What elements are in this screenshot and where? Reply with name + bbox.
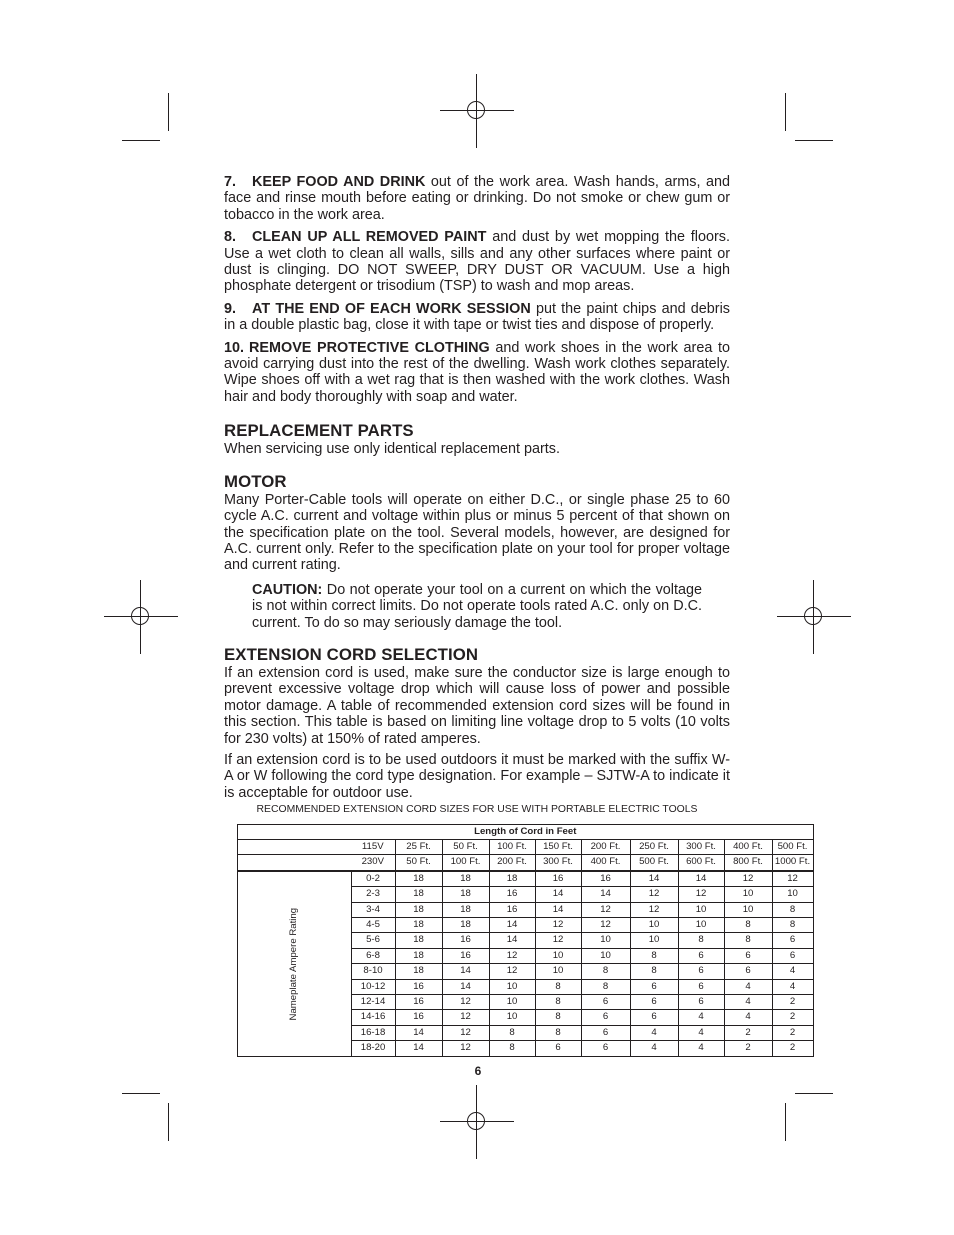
extension-para-2: If an extension cord is to be used outdoors it must be marked with the suffix W-A or W following the cord type designation. For example – SJTW-A to indicate it is acceptable for outdoor use. xyxy=(224,751,730,801)
gauge-cell: 8 xyxy=(535,1025,581,1040)
gauge-cell: 6 xyxy=(678,964,724,979)
gauge-cell: 10 xyxy=(581,933,630,948)
length-cell: 50 Ft. xyxy=(395,855,442,871)
crop-mark xyxy=(122,1093,160,1094)
gauge-cell: 10 xyxy=(535,964,581,979)
gauge-cell: 12 xyxy=(630,902,678,917)
gauge-cell: 6 xyxy=(581,1010,630,1025)
gauge-cell: 18 xyxy=(395,933,442,948)
gauge-cell: 8 xyxy=(772,902,813,917)
gauge-cell: 12 xyxy=(772,871,813,887)
gauge-cell: 8 xyxy=(724,918,772,933)
gauge-cell: 14 xyxy=(442,979,489,994)
replacement-text: When servicing use only identical replacement parts. xyxy=(224,441,560,458)
length-cell: 600 Ft. xyxy=(678,855,724,871)
gauge-cell: 6 xyxy=(724,948,772,963)
gauge-cell: 8 xyxy=(772,918,813,933)
gauge-cell: 18 xyxy=(489,871,535,887)
gauge-cell: 8 xyxy=(535,995,581,1010)
gauge-cell: 6 xyxy=(678,948,724,963)
gauge-cell: 10 xyxy=(724,902,772,917)
registration-mark xyxy=(440,74,514,148)
gauge-cell: 18 xyxy=(395,948,442,963)
gauge-cell: 14 xyxy=(535,902,581,917)
gauge-cell: 18 xyxy=(442,918,489,933)
page-content xyxy=(224,174,730,801)
gauge-cell: 14 xyxy=(395,1041,442,1056)
gauge-cell: 4 xyxy=(772,964,813,979)
gauge-cell: 6 xyxy=(772,933,813,948)
gauge-cell: 2 xyxy=(772,1010,813,1025)
gauge-cell: 6 xyxy=(630,995,678,1010)
gauge-cell: 10 xyxy=(581,948,630,963)
gauge-cell: 14 xyxy=(395,1025,442,1040)
caution-note: CAUTION: Do not operate your tool on a current on which the voltage is not within correct limits. Do not operate tools rated A.C. only on D.C. current. To do so may seriously damage the tool. xyxy=(252,581,702,631)
crop-mark xyxy=(785,1103,786,1141)
ampere-range-cell: 16-18 xyxy=(351,1025,395,1040)
gauge-cell: 10 xyxy=(678,918,724,933)
length-cell: 250 Ft. xyxy=(630,840,678,855)
gauge-cell: 12 xyxy=(581,918,630,933)
gauge-cell: 10 xyxy=(772,887,813,902)
gauge-cell: 6 xyxy=(581,1041,630,1056)
gauge-cell: 6 xyxy=(724,964,772,979)
gauge-cell: 4 xyxy=(678,1041,724,1056)
page-number: 6 xyxy=(474,1064,482,1078)
gauge-cell: 10 xyxy=(630,918,678,933)
gauge-cell: 12 xyxy=(489,948,535,963)
gauge-cell: 16 xyxy=(442,948,489,963)
ampere-range-cell: 0-2 xyxy=(351,871,395,887)
gauge-cell: 6 xyxy=(678,979,724,994)
table-title: Length of Cord in Feet xyxy=(238,825,814,840)
gauge-cell: 4 xyxy=(630,1041,678,1056)
table-corner xyxy=(238,855,352,871)
ampere-range-cell: 3-4 xyxy=(351,902,395,917)
item-7: 7. KEEP FOOD AND DRINK out of the work area. Wash hands, arms, and face and rinse mouth before eating or drinking. Do not smoke or chew gum or tobacco in the work area. xyxy=(224,174,731,223)
gauge-cell: 16 xyxy=(535,871,581,887)
ampere-range-cell: 4-5 xyxy=(351,918,395,933)
gauge-cell: 10 xyxy=(489,995,535,1010)
length-cell: 500 Ft. xyxy=(772,840,813,855)
voltage-label: 230V xyxy=(351,855,395,871)
gauge-cell: 16 xyxy=(489,887,535,902)
motor-heading: MOTOR xyxy=(224,471,287,491)
gauge-cell: 12 xyxy=(630,887,678,902)
gauge-cell: 14 xyxy=(489,933,535,948)
gauge-cell: 10 xyxy=(535,948,581,963)
gauge-cell: 8 xyxy=(581,964,630,979)
gauge-cell: 4 xyxy=(772,979,813,994)
gauge-cell: 4 xyxy=(724,1010,772,1025)
gauge-cell: 10 xyxy=(724,887,772,902)
crop-mark xyxy=(122,140,160,141)
gauge-cell: 18 xyxy=(395,887,442,902)
gauge-cell: 8 xyxy=(630,948,678,963)
gauge-cell: 12 xyxy=(678,887,724,902)
side-label xyxy=(238,871,352,1056)
length-cell: 25 Ft. xyxy=(395,840,442,855)
registration-mark xyxy=(104,580,178,654)
gauge-cell: 18 xyxy=(442,887,489,902)
crop-mark xyxy=(168,93,169,131)
gauge-cell: 10 xyxy=(489,1010,535,1025)
gauge-cell: 16 xyxy=(395,1010,442,1025)
gauge-cell: 6 xyxy=(581,1025,630,1040)
gauge-cell: 12 xyxy=(442,995,489,1010)
gauge-cell: 18 xyxy=(442,902,489,917)
gauge-cell: 6 xyxy=(678,995,724,1010)
gauge-cell: 18 xyxy=(395,871,442,887)
length-cell: 300 Ft. xyxy=(535,855,581,871)
gauge-cell: 6 xyxy=(772,948,813,963)
length-cell: 150 Ft. xyxy=(535,840,581,855)
gauge-cell: 6 xyxy=(630,1010,678,1025)
gauge-cell: 14 xyxy=(678,871,724,887)
length-cell: 500 Ft. xyxy=(630,855,678,871)
table-caption: RECOMMENDED EXTENSION CORD SIZES FOR USE WITH PORTABLE ELECTRIC TOOLS xyxy=(256,804,698,815)
gauge-cell: 6 xyxy=(535,1041,581,1056)
gauge-cell: 14 xyxy=(535,887,581,902)
gauge-cell: 4 xyxy=(678,1010,724,1025)
gauge-cell: 4 xyxy=(678,1025,724,1040)
extension-heading: EXTENSION CORD SELECTION xyxy=(224,644,479,664)
gauge-cell: 12 xyxy=(442,1041,489,1056)
ampere-range-cell: 18-20 xyxy=(351,1041,395,1056)
voltage-row-115 xyxy=(238,840,814,855)
length-cell: 1000 Ft. xyxy=(772,855,813,871)
gauge-cell: 8 xyxy=(630,964,678,979)
gauge-cell: 2 xyxy=(772,995,813,1010)
gauge-cell: 18 xyxy=(395,918,442,933)
gauge-cell: 6 xyxy=(581,995,630,1010)
gauge-cell: 14 xyxy=(581,887,630,902)
gauge-cell: 12 xyxy=(535,918,581,933)
gauge-cell: 16 xyxy=(442,933,489,948)
gauge-cell: 16 xyxy=(489,902,535,917)
length-cell: 50 Ft. xyxy=(442,840,489,855)
gauge-cell: 14 xyxy=(489,918,535,933)
item-8: 8. CLEAN UP ALL REMOVED PAINT and dust by wet mopping the floors. Use a wet cloth to clean all walls, sills and any other surfaces where paint or dust is clinging. DO NOT SWEEP, DRY DUST OR VACUUM. Use a high phosphate detergent or trisodium (TSP) to wash and mop areas. xyxy=(224,229,730,295)
gauge-cell: 12 xyxy=(535,933,581,948)
gauge-cell: 12 xyxy=(724,871,772,887)
gauge-cell: 12 xyxy=(489,964,535,979)
gauge-cell: 8 xyxy=(489,1041,535,1056)
crop-mark xyxy=(795,140,833,141)
table-corner xyxy=(238,840,352,855)
gauge-cell: 8 xyxy=(535,1010,581,1025)
gauge-cell: 4 xyxy=(724,979,772,994)
gauge-cell: 8 xyxy=(581,979,630,994)
extension-cord-table xyxy=(237,824,814,1057)
item-9: 9. AT THE END OF EACH WORK SESSION put the paint chips and debris in a double plastic bag, close it with tape or twist ties and dispose of properly. xyxy=(224,300,730,334)
ampere-range-cell: 6-8 xyxy=(351,948,395,963)
gauge-cell: 12 xyxy=(442,1025,489,1040)
ampere-range-cell: 12-14 xyxy=(351,995,395,1010)
gauge-cell: 18 xyxy=(395,902,442,917)
ampere-range-cell: 5-6 xyxy=(351,933,395,948)
crop-mark xyxy=(795,1093,833,1094)
length-cell: 100 Ft. xyxy=(489,840,535,855)
ampere-range-cell: 10-12 xyxy=(351,979,395,994)
voltage-row-230 xyxy=(238,855,814,871)
gauge-cell: 18 xyxy=(395,964,442,979)
gauge-cell: 16 xyxy=(395,995,442,1010)
registration-mark xyxy=(777,580,851,654)
extension-para-1: If an extension cord is used, make sure the conductor size is large enough to prevent excessive voltage drop which will cause loss of power and possible motor damage. A table of recommended extension cord sizes will be found in this section. This table is based on limiting line voltage drop to 5 volts (10 volts for 230 volts) at 150% of rated amperes. xyxy=(224,664,730,747)
gauge-cell: 16 xyxy=(581,871,630,887)
registration-mark xyxy=(440,1085,514,1159)
length-cell: 400 Ft. xyxy=(581,855,630,871)
gauge-cell: 10 xyxy=(678,902,724,917)
gauge-cell: 14 xyxy=(630,871,678,887)
gauge-cell: 8 xyxy=(678,933,724,948)
gauge-cell: 12 xyxy=(442,1010,489,1025)
gauge-cell: 6 xyxy=(630,979,678,994)
gauge-cell: 10 xyxy=(489,979,535,994)
crop-mark xyxy=(785,93,786,131)
ampere-range-cell: 2-3 xyxy=(351,887,395,902)
gauge-cell: 2 xyxy=(772,1025,813,1040)
side-label-text: Nameplate Ampere Rating xyxy=(288,907,300,1021)
length-cell: 200 Ft. xyxy=(489,855,535,871)
length-cell: 800 Ft. xyxy=(724,855,772,871)
gauge-cell: 2 xyxy=(772,1041,813,1056)
gauge-cell: 2 xyxy=(724,1025,772,1040)
gauge-cell: 12 xyxy=(581,902,630,917)
gauge-cell: 8 xyxy=(489,1025,535,1040)
gauge-cell: 4 xyxy=(630,1025,678,1040)
length-cell: 200 Ft. xyxy=(581,840,630,855)
gauge-cell: 2 xyxy=(724,1041,772,1056)
gauge-cell: 10 xyxy=(630,933,678,948)
gauge-cell: 8 xyxy=(724,933,772,948)
table-row xyxy=(238,871,814,887)
item-10: 10. REMOVE PROTECTIVE CLOTHING and work shoes in the work area to avoid carrying dust into the rest of the dwelling. Wash work clothes separately. Wipe shoes off with a wet rag that is then washed with the work clothes. Wash hair and body thoroughly with soap and water. xyxy=(224,339,730,405)
ampere-range-cell: 8-10 xyxy=(351,964,395,979)
motor-text: Many Porter-Cable tools will operate on either D.C., or single phase 25 to 60 cycle A.C. current and voltage within plus or minus 5 percent of that shown on the specification plate on the tool. Several models, however, are designed for A.C. current only. Refer to the specification plate on your tool for proper voltage and current rating. xyxy=(224,491,730,574)
length-cell: 300 Ft. xyxy=(678,840,724,855)
gauge-cell: 16 xyxy=(395,979,442,994)
gauge-cell: 4 xyxy=(724,995,772,1010)
gauge-cell: 8 xyxy=(535,979,581,994)
length-cell: 100 Ft. xyxy=(442,855,489,871)
length-cell: 400 Ft. xyxy=(724,840,772,855)
gauge-cell: 18 xyxy=(442,871,489,887)
replacement-heading: REPLACEMENT PARTS xyxy=(224,421,414,441)
voltage-label: 115V xyxy=(351,840,395,855)
crop-mark xyxy=(168,1103,169,1141)
ampere-range-cell: 14-16 xyxy=(351,1010,395,1025)
gauge-cell: 14 xyxy=(442,964,489,979)
